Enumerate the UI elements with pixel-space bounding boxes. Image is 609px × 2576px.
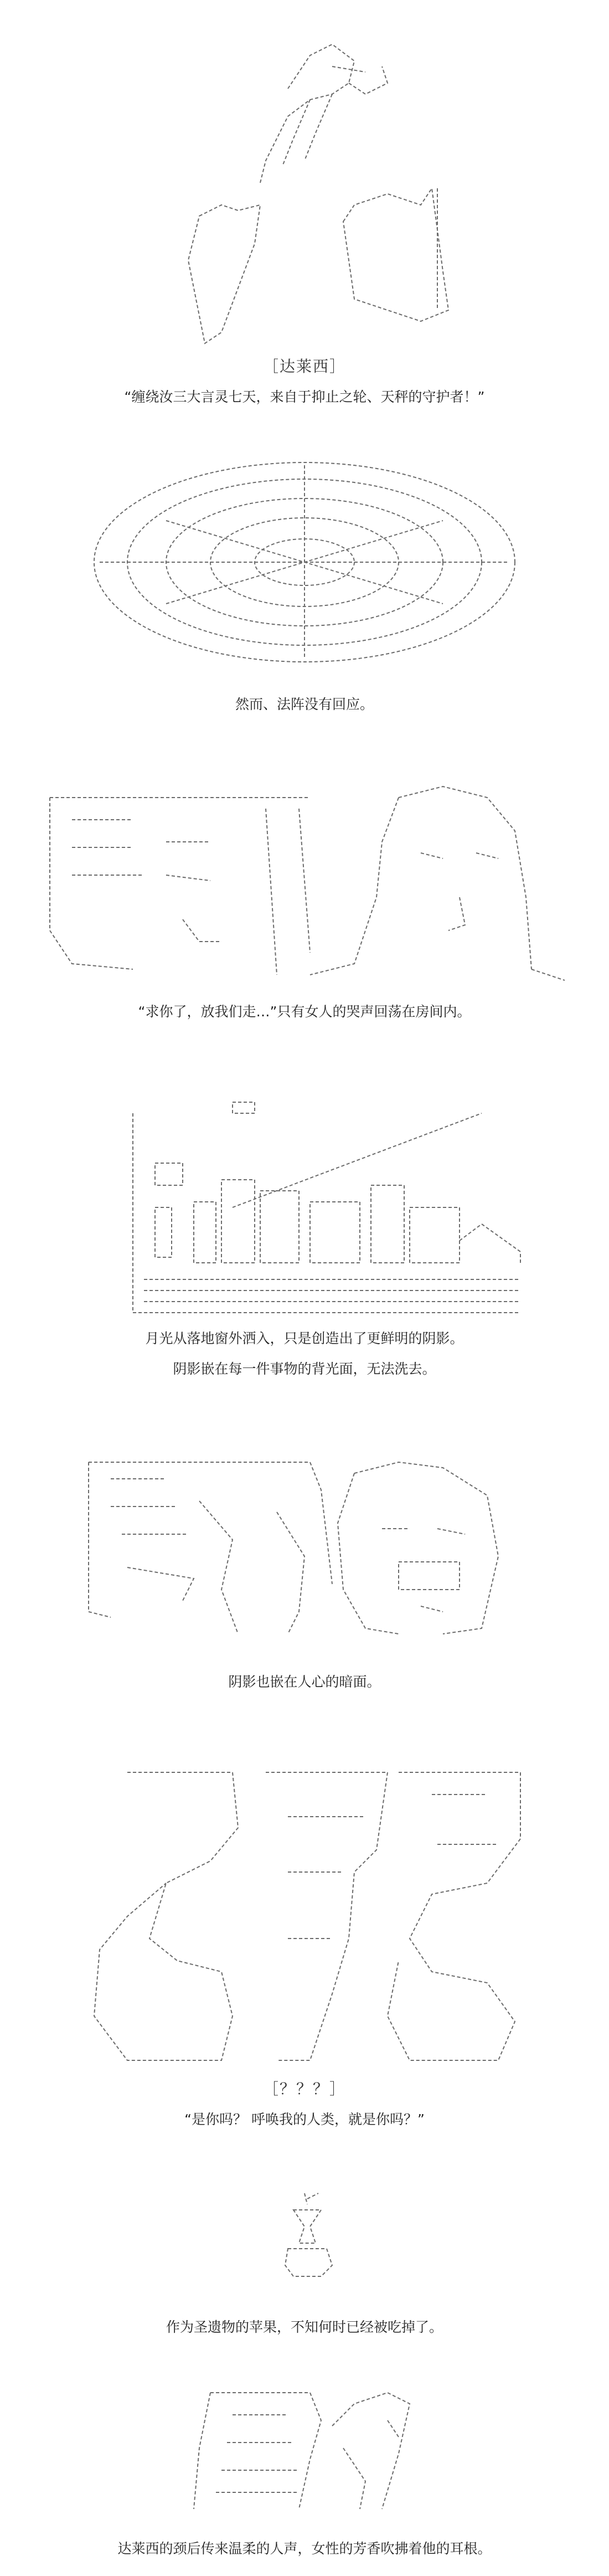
caption-line: 阴影嵌在每一件事物的背光面，无法洗去。 — [173, 1361, 436, 1377]
panel-6 — [0, 1717, 609, 2149]
panel-4 — [0, 1041, 609, 1396]
caption-line: “缠绕汝三大言灵七天，来自于抑止之轮、天秤的守护者！” — [124, 389, 485, 405]
ascii-art-hand — [0, 22, 609, 377]
panel-3 — [0, 731, 609, 1041]
caption-line: 月光从落地窗外洒入，只是创造出了更鲜明的阴影。 — [145, 1330, 464, 1346]
caption-line: “求你了，放我们走…”只有女人的哭声回荡在房间内。 — [138, 1004, 471, 1020]
speaker-name: ［达莱西］ — [262, 357, 346, 376]
ascii-art-couple — [0, 2371, 609, 2537]
caption-line: “是你吗？ 呼唤我的人类，就是你吗？” — [184, 2111, 425, 2127]
panel-7 — [0, 2149, 609, 2348]
caption-line: 阴影也嵌在人心的暗面。 — [228, 1674, 381, 1690]
ascii-art-dark-symbols — [0, 1761, 609, 2083]
panel-5 — [0, 1396, 609, 1717]
speaker-name: ［？？？］ — [262, 2080, 346, 2098]
ascii-art-faces — [0, 786, 609, 1019]
panel-1 — [0, 0, 609, 421]
caption-line: 达莱西的颈后传来温柔的人声，女性的芳香吹拂着他的耳根。 — [117, 2541, 492, 2557]
panel-8 — [0, 2348, 609, 2576]
ascii-art-shadow-figures — [0, 1446, 609, 1689]
caption-line: 然而、法阵没有回应。 — [235, 696, 374, 712]
panel-2 — [0, 421, 609, 731]
caption-line: 作为圣遗物的苹果，不知何时已经被吃掉了。 — [166, 2319, 443, 2335]
apple-core-icon — [0, 2182, 609, 2304]
ascii-art-magic-circle — [0, 443, 609, 676]
ascii-art-city-window — [0, 1097, 609, 1329]
